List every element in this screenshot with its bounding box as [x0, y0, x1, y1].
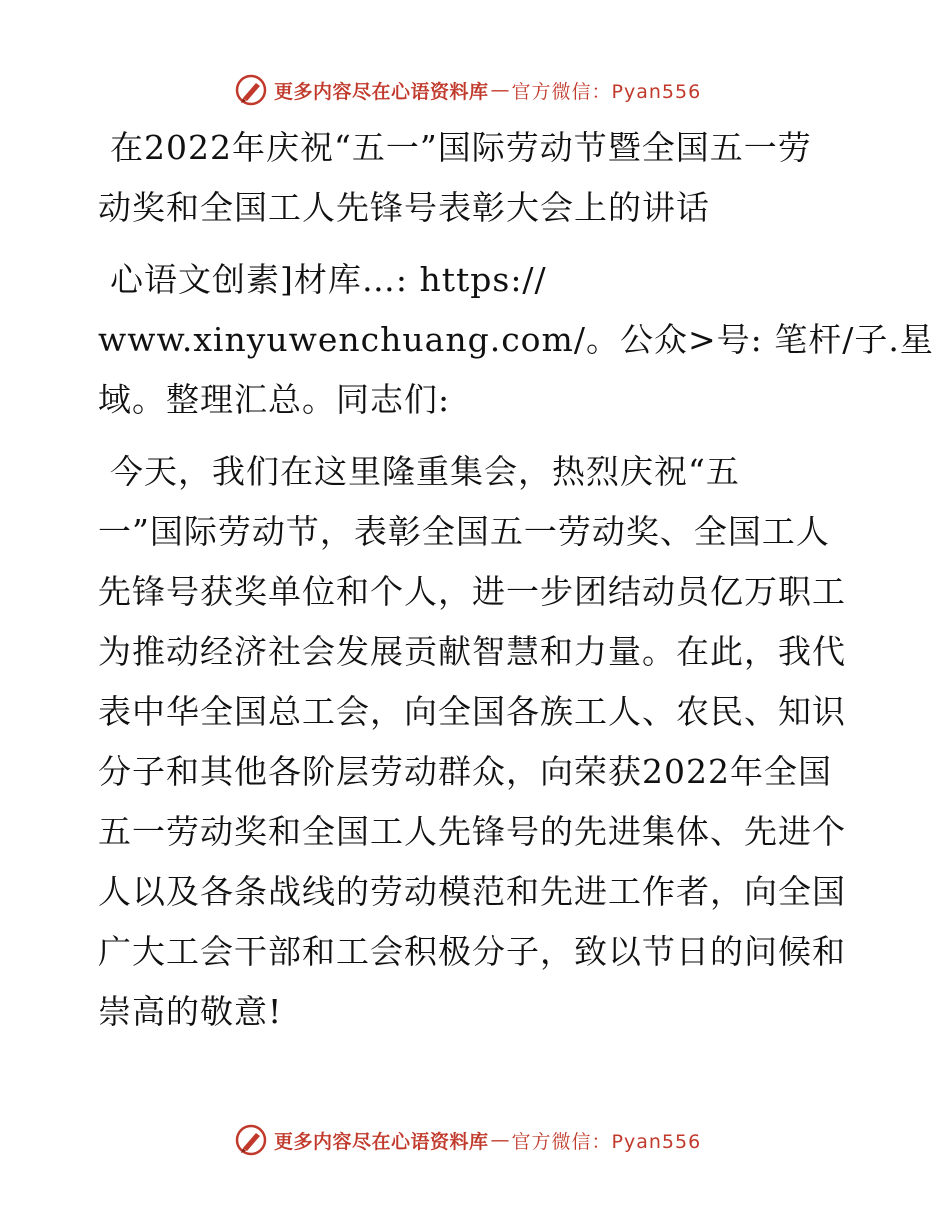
body-line: 人以及各条战线的劳动模范和先进工作者，向全国	[98, 872, 846, 911]
body-line: 为推动经济社会发展贡献智慧和力量。在此，我代	[98, 632, 846, 671]
source-line: 域。整理汇总。同志们:	[98, 380, 451, 419]
watermark-dash: —	[490, 1129, 510, 1151]
header-watermark	[234, 70, 714, 110]
source-line: 心语文创素]材库…: https://	[110, 260, 547, 299]
body-line: 五一劳动奖和全国工人先锋号的先进集体、先进个	[98, 812, 846, 851]
body-paragraph	[98, 442, 858, 1042]
title-line: 动奖和全国工人先锋号表彰大会上的讲话	[98, 188, 710, 227]
source-line: www.xinyuwenchuang.com/。公众>号: 笔杆/子.星	[98, 320, 934, 359]
body-line: 今天，我们在这里隆重集会，热烈庆祝“五	[110, 452, 740, 491]
body-line: 一”国际劳动节，表彰全国五一劳动奖、全国工人	[98, 512, 830, 551]
watermark-sub-text: 官方微信：Pyan556	[511, 1130, 702, 1153]
body-line: 崇高的敬意!	[98, 992, 283, 1031]
watermark-sub-text: 官方微信：Pyan556	[511, 80, 702, 103]
pen-logo-icon	[234, 73, 268, 107]
footer-watermark	[234, 1120, 714, 1160]
body-line: 先锋号获奖单位和个人，进一步团结动员亿万职工	[98, 572, 846, 611]
watermark-main-text: 更多内容尽在心语资料库	[274, 80, 489, 103]
pen-logo-icon	[234, 1123, 268, 1157]
document-title	[98, 118, 858, 238]
source-paragraph	[98, 250, 934, 430]
body-line: 广大工会干部和工会积极分子，致以节日的问候和	[98, 932, 846, 971]
watermark-dash: —	[490, 79, 510, 101]
body-line: 分子和其他各阶层劳动群众，向荣获2022年全国	[98, 752, 832, 791]
body-line: 表中华全国总工会，向全国各族工人、农民、知识	[98, 692, 846, 731]
watermark-main-text: 更多内容尽在心语资料库	[274, 1130, 489, 1153]
title-line: 在2022年庆祝“五一”国际劳动节暨全国五一劳	[110, 128, 812, 167]
